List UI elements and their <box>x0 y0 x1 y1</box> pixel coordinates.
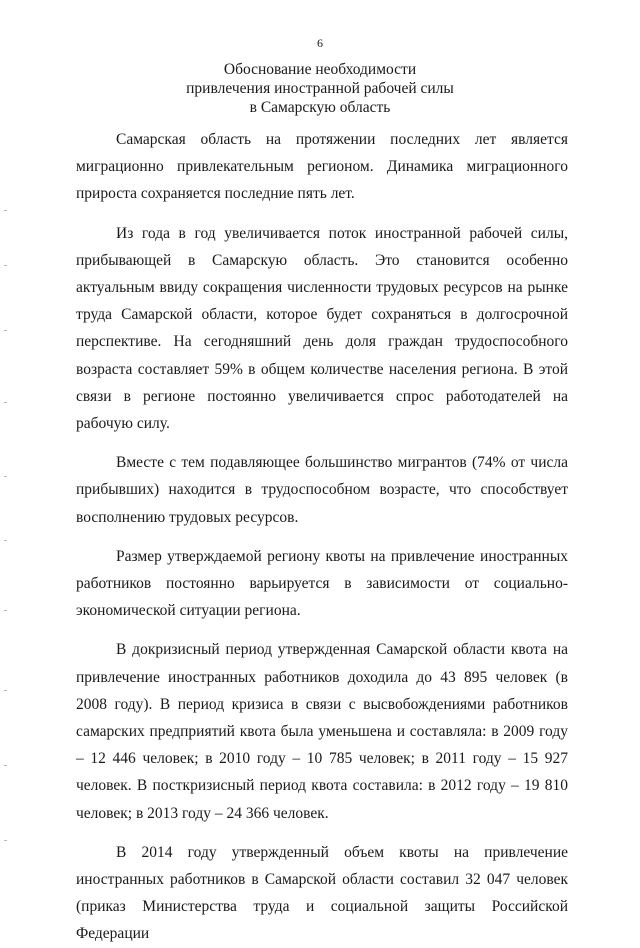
scan-edge-marks <box>0 0 18 905</box>
page-number: 6 <box>317 36 323 50</box>
document-title <box>0 60 640 117</box>
paragraph-working-age-migrants: Вместе с тем подавляющее большинство мигрантов (74% от числа прибывших) находится в трудоспособном возрасте, что способствует восполнению трудовых ресурсов. <box>76 454 568 526</box>
title-line-1: Обоснование необходимости <box>223 61 417 78</box>
paragraph-labor-flow: Из года в год увеличивается поток иностранной рабочей силы, прибывающей в Самарскую область. Это становится особенно актуальным ввиду сокращения численности трудовых ресурсов на рынке труда Самарской области, которое будет сохраняться в долгосрочной перспективе. На сегодняшний день доля граждан трудоспособного возраста составляет 59% в общем количестве населения региона. В этой связи в регионе постоянно увеличивается спрос работодателей на рабочую силу. <box>76 224 568 433</box>
paragraph-migration-attractiveness: Самарская область на протяжении последних лет является миграционно привлекательным регионом. Динамика миграционного прироста сохраняется последние пять лет. <box>76 131 568 203</box>
title-line-2: привлечения иностранной рабочей силы <box>186 80 454 97</box>
paragraph-quota-history: В докризисный период утвержденная Самарской области квота на привлечение иностранных работников доходила до 43 895 человек (в 2008 году). В период кризиса в связи с высвобождениями работников самарских предприятий квота была уменьшена и составляла: в 2009 году – 12 446 человек; в 2010 году – 10 785 человек; в 2011 году – 15 927 человек. В посткризисный период квота составила: в 2012 году – 19 810 человек; в 2013 году – 24 366 человек. <box>76 641 568 822</box>
paragraph-quota-2014: В 2014 году утвержденный объем квоты на привлечение иностранных работников в Самарской области составил 32 047 человек (приказ Министерства труда и социальной защиты Российской Федерации <box>76 843 568 943</box>
title-line-3: в Самарскую область <box>249 99 391 116</box>
paragraph-quota-variation: Размер утверждаемой региону квоты на привлечение иностранных работников постоянно варьируется в зависимости от социально-экономической ситуации региона. <box>76 547 568 620</box>
document-body <box>76 126 568 948</box>
